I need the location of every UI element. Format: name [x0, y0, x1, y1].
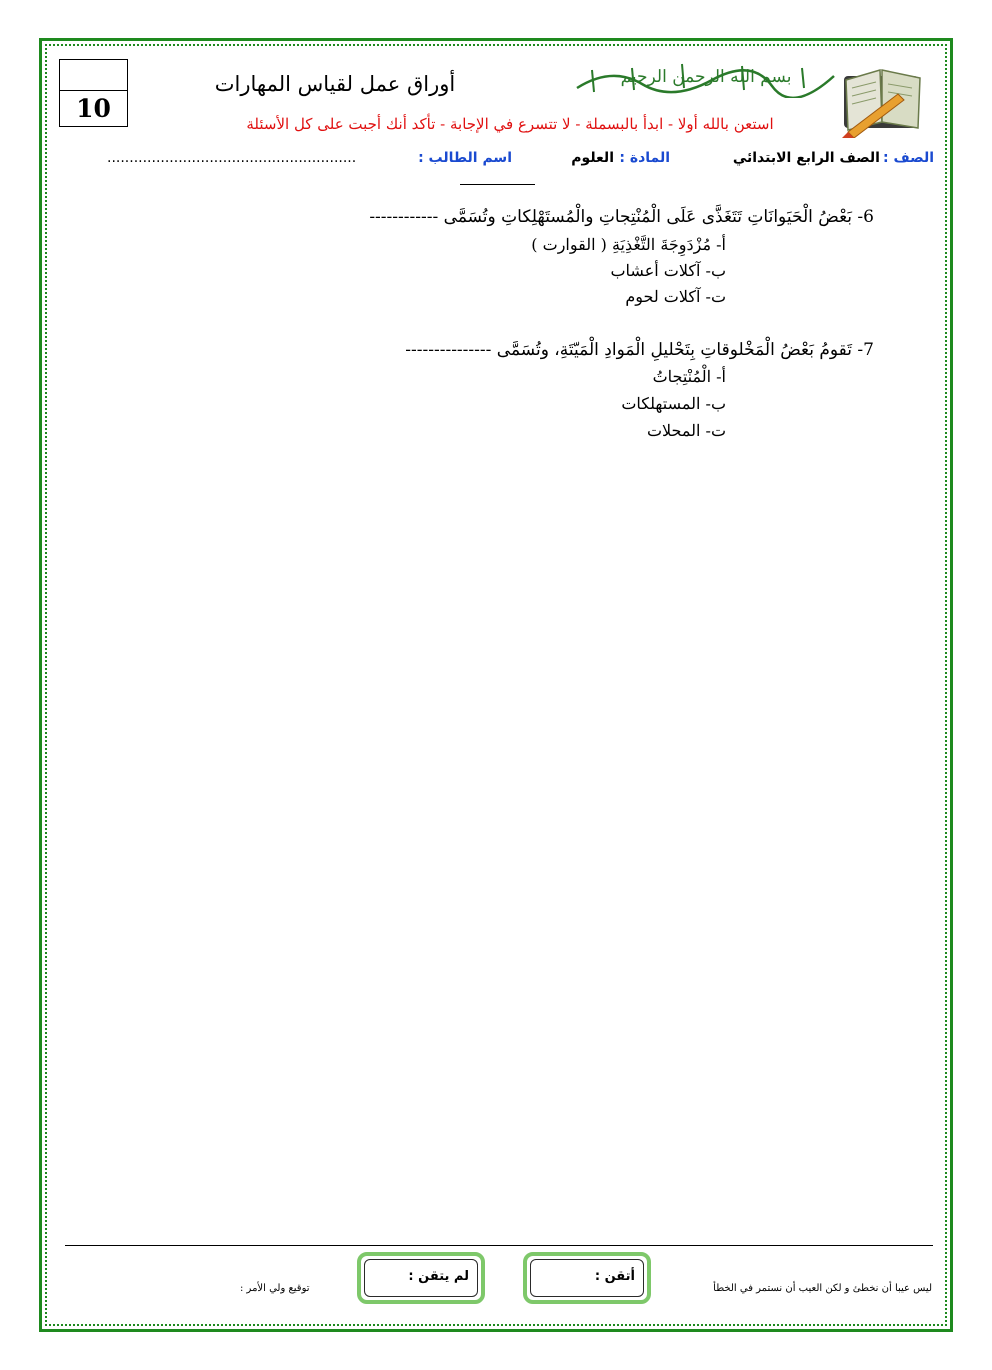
worksheet-title: أوراق عمل لقياس المهارات [214, 72, 456, 96]
basmala-text: بسم الله الرحمن الرحيم [620, 67, 792, 87]
basmala-calligraphy [572, 58, 840, 98]
q6-option-b[interactable]: ب- آكلات أعشاب [610, 261, 726, 280]
not-mastered-label: لم يتقن : [408, 1269, 469, 1284]
q6-option-c[interactable]: ت- آكلات لحوم [625, 287, 726, 306]
student-name-blank[interactable]: ........................................................ [107, 150, 357, 166]
subject-label: المادة : [619, 150, 670, 166]
footer-proverb: ليس عيبا أن نخطئ و لكن العيب أن نستمر في الخطأ [713, 1283, 932, 1294]
question-7: 7- تَقومُ بَعْضُ الْمَخْلوقاتِ بِتَحْليلِ الْمَوادِ الْمَيّتَةِ، وتُسَمَّى --------------- [405, 340, 874, 360]
not-mastered-box[interactable] [357, 1252, 485, 1304]
mastered-label: أتقن : [594, 1269, 635, 1284]
q7-option-a[interactable]: أ- الْمُنْتِجاتُ [652, 367, 726, 386]
grade-label: الصف : [883, 150, 934, 166]
instructions-line: استعن بالله أولا - ابدأ بالبسملة - لا تتسرع في الإجابة - تأكد أنك أجبت على كل الأسئلة [246, 115, 774, 133]
q6-option-a[interactable]: أ- مُزْدَوِجَةَ التَّغْذِيَةِ ( القوارت ) [531, 235, 726, 254]
guardian-signature-label: توقيع ولي الأمر : [240, 1283, 310, 1294]
student-name-label: اسم الطالب : [418, 150, 512, 166]
score-value: 10 [76, 94, 111, 123]
q7-option-c[interactable]: ت- المحلات [646, 421, 726, 440]
book-pencil-icon [838, 58, 930, 138]
grade-value: الصف الرابع الابتدائي [732, 150, 880, 166]
mastered-box[interactable] [523, 1252, 651, 1304]
question-6: 6- بَعْضُ الْحَيَوانَاتِ تَتَغَذَّى عَلَى الْمُنْتِجاتِ والْمُستَهْلِكاتِ وتُسَمَّى ------------ [369, 207, 874, 227]
score-box [59, 59, 128, 127]
separator-line [460, 184, 535, 185]
q7-option-b[interactable]: ب- المستهلكات [621, 394, 726, 413]
footer-divider [65, 1245, 933, 1246]
subject-value: العلوم [571, 150, 614, 166]
page-border-dotted [45, 44, 947, 1326]
